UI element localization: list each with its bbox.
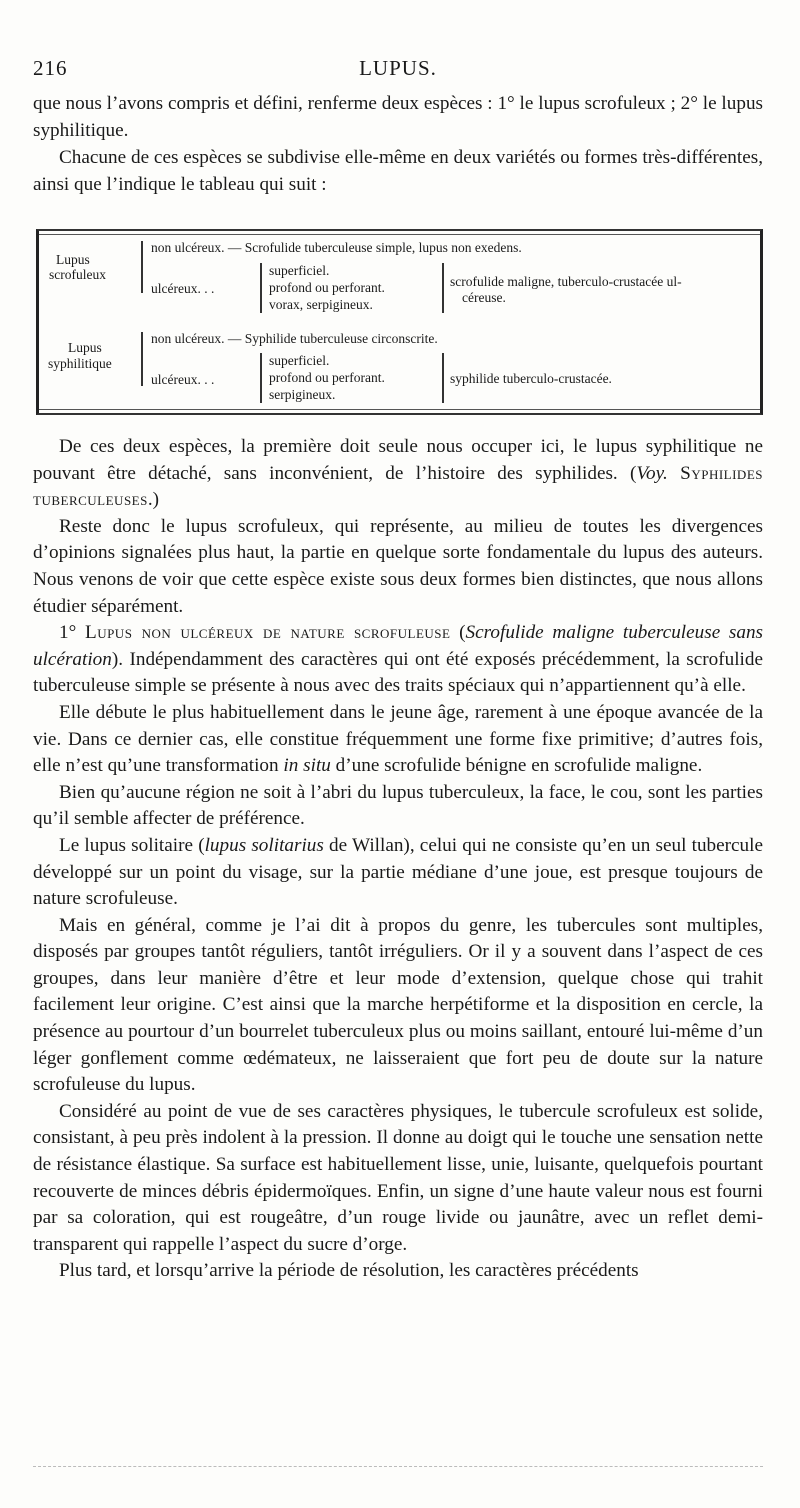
table-row2-sub-brace [260, 353, 262, 403]
table-row1-non-ulcereux: non ulcéreux. — Scrofulide tuberculeuse simple, lupus non exedens. [151, 240, 522, 255]
paragraph-solitary [33, 833, 763, 913]
paragraph-species-text: De ces deux espèces, la première doit seule nous occuper ici, le lupus syphilitique ne pouvant être détaché, sans inconvénient, de l’histoire des syphilides. ( [33, 436, 763, 484]
body-text [33, 434, 763, 1285]
section-paren-open: ( [459, 622, 466, 644]
table-row2-sub2: profond ou perforant. [269, 370, 385, 385]
table-row1-result-line1: scrofulide maligne, tuberculo-crustacée ul- [450, 274, 682, 289]
table-row1-ulcereux: ulcéreux. . . [151, 281, 215, 296]
running-head [33, 56, 763, 86]
paragraph-multiple: Mais en général, comme je l’ai dit à propos du genre, les tubercules sont multiples, disposés par groupes tantôt réguliers, tantôt irréguliers. Or il y a souvent dans l’aspect de ces groupes, dans leur manière d’être et leur mode d’extension, quelque chose qui trahit facilement leur origine. C’est ainsi que la marche herpétiforme et la disposition en cercle, la présence au pourtour d’un bourrelet tuberculeux plus ou moins saillant, entouré lui-même d’un léger gonflement comme œdémateux, ne laisseraient que fort peu de doute sur la nature scrofuleuse du lupus. [33, 914, 763, 1096]
cross-reference: Syphilides tuberculeuses [33, 462, 763, 511]
paragraph-onset [33, 700, 763, 780]
section-heading: Lupus non ulcéreux de nature scrofuleuse [84, 622, 451, 644]
table-row2-ulcereux: ulcéreux. . . [151, 372, 215, 387]
paragraph-later: Plus tard, et lorsqu’arrive la période de résolution, les caractères précédents [59, 1260, 639, 1282]
paragraph-intro: que nous l’avons compris et défini, renferme deux espèces : 1° le lupus scrofuleux ; 2° le lupus syphilitique. [33, 93, 763, 141]
paragraph-solitary-text: Le lupus solitaire [59, 834, 199, 856]
table-row2-result: syphilide tuberculo-crustacée. [450, 371, 612, 386]
table-row1-sub-brace [260, 263, 262, 313]
table-row1-sub1: superficiel. [269, 263, 330, 278]
table-row1-label-line1: Lupus [56, 252, 90, 267]
table-row2-sub1: superficiel. [269, 353, 330, 368]
table-row2-sub3: serpigineux. [269, 387, 336, 402]
table-row2-label-line1: Lupus [68, 340, 102, 355]
table-row2-non-ulcereux: non ulcéreux. — Syphilide tuberculeuse circonscrite. [151, 331, 438, 346]
page-bottom-rule [33, 1466, 763, 1475]
section-text: Indépendamment des caractères qui ont été exposés précédemment, la scrofulide tuberculeuse simple se présente à nous avec des traits spéciaux qui n’appartiennent qu’à elle. [33, 648, 763, 697]
paragraph-solitary-paren: ( [198, 834, 205, 856]
in-situ-term: in situ [283, 755, 331, 777]
paragraph-solitary-end: de Willan), celui qui ne consiste qu’en un seul tubercule développé sur un point du visage, sur la partie médiane d’une joue, est presque toujours de nature scrofuleuse. [33, 834, 764, 910]
section-subtitle: Scrofulide maligne tuberculeuse sans ulcération [33, 622, 764, 670]
lupus-solitarius-term: lupus solitarius [204, 834, 324, 856]
table-row1-result-line2: céreuse. [462, 290, 506, 305]
table-row1-sub2: profond ou perforant. [269, 280, 385, 295]
paragraph-section-1 [33, 620, 763, 700]
paragraph-scrofulous: Reste donc le lupus scrofuleux, qui représente, au milieu de toutes les divergences d’opinions signalées plus haut, la partie en quelque sorte fondamentale du lupus des auteurs. Nous venons de voir que cette espèce existe sous deux formes bien distinctes, que nous allons étudier séparément. [33, 515, 763, 617]
paragraph-onset-end: d’une scrofulide bénigne en scrofulide maligne. [330, 755, 703, 777]
paragraph-onset-text: Elle débute le plus habituellement dans le jeune âge, rarement à une époque avancée de la vie. Dans ce dernier cas, elle constitue fréquemment une forme fixe primitive; d’autres fois, elle n’est qu’une transformation [33, 701, 763, 777]
paragraph-species-end: .) [147, 489, 160, 511]
table-row1-brace [141, 241, 143, 293]
section-number: 1° [59, 622, 77, 644]
paragraph-physical: Considéré au point de vue de ses caractères physiques, le tubercule scrofuleux est solide, consistant, à peu près indolent à la pression. Il donne au doigt qui le touche une sensation nette de résistance élastique. Sa surface est habituellement lisse, unie, luisante, quelquefois pourtant recouverte de minces débris épidermoïques. Enfin, un signe d’une haute valeur nous est fourni par sa coloration, qui est rougeâtre, d’un rouge livide ou jaunâtre, avec un reflet demi-transparent qui rappelle l’aspect du sucre d’orge. [33, 1100, 763, 1255]
table-row2-brace [141, 332, 143, 386]
table-row1-label-line2: scrofuleux [49, 267, 106, 282]
paragraph-region: Bien qu’aucune région ne soit à l’abri du lupus tuberculeux, la face, le cou, sont les parties qu’il semble affecter de préférence. [33, 781, 763, 830]
running-title: LUPUS. [359, 56, 437, 80]
table-row2-result-brace [442, 353, 444, 403]
section-paren-close: ). [111, 648, 124, 670]
table-row1-result-brace [442, 263, 444, 313]
table-row1-sub3: vorax, serpigineux. [269, 297, 373, 312]
paragraph-species-voy: Voy. [636, 462, 668, 484]
table-row2-label-line2: syphilitique [48, 356, 112, 371]
paragraph-species [33, 434, 763, 514]
page-number: 216 [33, 56, 68, 80]
paragraph-varieties: Chacune de ces espèces se subdivise elle-même en deux variétés ou formes très-différentes, ainsi que l’indique le tableau qui suit : [33, 147, 763, 195]
classification-table [36, 229, 763, 415]
